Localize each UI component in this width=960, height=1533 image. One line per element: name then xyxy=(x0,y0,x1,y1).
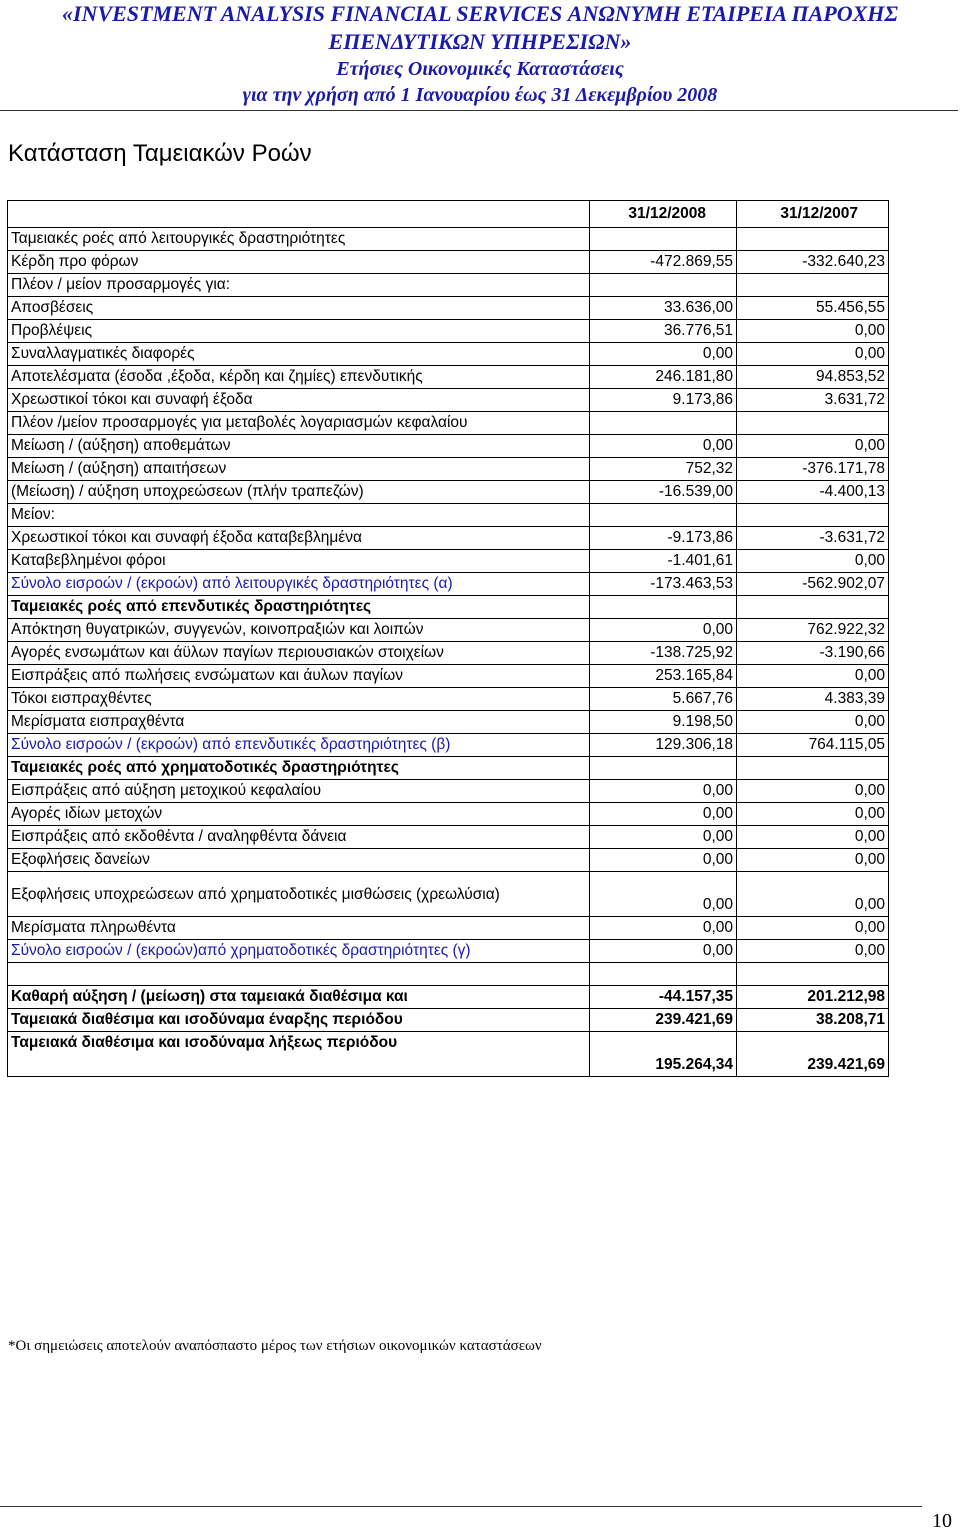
value-2008: -1.401,61 xyxy=(590,550,737,573)
row-label: Συναλλαγματικές διαφορές xyxy=(8,343,590,366)
table-row xyxy=(8,803,889,826)
total-row-net-change xyxy=(8,986,889,1009)
table-row xyxy=(8,849,889,872)
subtotal-row-financing xyxy=(8,940,889,963)
row-label: Μερίσματα πληρωθέντα xyxy=(8,917,590,940)
row-label: Σύνολο εισροών / (εκροών) από λειτουργικές δραστηριότητες (α) xyxy=(8,573,590,596)
value-2008: 0,00 xyxy=(590,343,737,366)
value-2008: 246.181,80 xyxy=(590,366,737,389)
value-2007: 0,00 xyxy=(737,826,889,849)
value-2008: -173.463,53 xyxy=(590,573,737,596)
section-header-row xyxy=(8,757,889,780)
value-2007: -3.631,72 xyxy=(737,527,889,550)
subtotal-row-operating xyxy=(8,573,889,596)
header-statements-title: Ετήσιες Οικονομικές Καταστάσεις xyxy=(336,58,624,80)
value-2008: 129.306,18 xyxy=(590,734,737,757)
row-label: (Μείωση) / αύξηση υποχρεώσεων (πλήν τραπεζών) xyxy=(8,481,590,504)
value-2007: 0,00 xyxy=(737,803,889,826)
value-2007: 764.115,05 xyxy=(737,734,889,757)
row-label: Αγορές ενσωμάτων και άϋλων παγίων περιουσιακών στοιχείων xyxy=(8,642,590,665)
value-2008: 0,00 xyxy=(590,826,737,849)
value-2008: 36.776,51 xyxy=(590,320,737,343)
value-2007: 0,00 xyxy=(737,711,889,734)
value-2007: -4.400,13 xyxy=(737,481,889,504)
header-period: για την χρήση από 1 Ιανουαρίου έως 31 Δεκεμβρίου 2008 xyxy=(242,84,718,106)
value-2007: 0,00 xyxy=(737,343,889,366)
value-2008: 9.198,50 xyxy=(590,711,737,734)
table-row xyxy=(8,458,889,481)
value-2008 xyxy=(590,228,737,251)
row-label xyxy=(8,963,590,986)
cash-flow-table xyxy=(7,200,889,1077)
row-label: Σύνολο εισροών / (εκροών)από χρηματοδοτικές δραστηριότητες (γ) xyxy=(8,940,590,963)
value-2008: 239.421,69 xyxy=(590,1009,737,1032)
row-label: Εισπράξεις από εκδοθέντα / αναληφθέντα δάνεια xyxy=(8,826,590,849)
header-cell-label xyxy=(8,201,590,228)
spacer-row xyxy=(8,963,889,986)
row-label: Καταβεβλημένοι φόροι xyxy=(8,550,590,573)
value-2007: 0,00 xyxy=(737,940,889,963)
row-label: Εξοφλήσεις υποχρεώσεων από χρηματοδοτικές μισθώσεις (χρεωλύσια) xyxy=(8,872,590,917)
table-row xyxy=(8,826,889,849)
value-2008: -138.725,92 xyxy=(590,642,737,665)
footer-rule xyxy=(0,1506,922,1507)
value-2008 xyxy=(590,504,737,527)
row-label: Κέρδη προ φόρων xyxy=(8,251,590,274)
value-2008: 0,00 xyxy=(590,619,737,642)
row-label: Μείον: xyxy=(8,504,590,527)
value-2007: 3.631,72 xyxy=(737,389,889,412)
value-2008: 0,00 xyxy=(590,780,737,803)
value-2008: 0,00 xyxy=(590,940,737,963)
row-label: Ταμειακά διαθέσιμα και ισοδύναμα έναρξης περιόδου xyxy=(8,1009,590,1032)
table-row xyxy=(8,527,889,550)
value-2008: -44.157,35 xyxy=(590,986,737,1009)
value-2008 xyxy=(590,412,737,435)
value-2007: 0,00 xyxy=(737,550,889,573)
value-2007: 0,00 xyxy=(737,849,889,872)
row-label: Πλέον / μείον προσαρμογές για: xyxy=(8,274,590,297)
value-2007: 239.421,69 xyxy=(737,1032,889,1077)
table-row xyxy=(8,251,889,274)
value-2007: 762.922,32 xyxy=(737,619,889,642)
value-2007: 4.383,39 xyxy=(737,688,889,711)
value-2007 xyxy=(737,963,889,986)
row-label: Μείωση / (αύξηση) αποθεμάτων xyxy=(8,435,590,458)
value-2008 xyxy=(590,963,737,986)
value-2008 xyxy=(590,757,737,780)
value-2008: 0,00 xyxy=(590,803,737,826)
column-header-2007: 31/12/2007 xyxy=(737,201,889,228)
row-label: Σύνολο εισροών / (εκροών) από επενδυτικές δραστηριότητες (β) xyxy=(8,734,590,757)
table-row xyxy=(8,343,889,366)
value-2007: 0,00 xyxy=(737,435,889,458)
section-header-row xyxy=(8,596,889,619)
table-row xyxy=(8,274,889,297)
subtotal-row-investing xyxy=(8,734,889,757)
value-2008: 0,00 xyxy=(590,849,737,872)
table-row xyxy=(8,320,889,343)
value-2008: 0,00 xyxy=(590,917,737,940)
row-label: Εισπράξεις από αύξηση μετοχικού κεφαλαίου xyxy=(8,780,590,803)
value-2008: -9.173,86 xyxy=(590,527,737,550)
row-label: Χρεωστικοί τόκοι και συναφή έξοδα καταβεβλημένα xyxy=(8,527,590,550)
value-2007: 0,00 xyxy=(737,780,889,803)
value-2007 xyxy=(737,412,889,435)
value-2007: 55.456,55 xyxy=(737,297,889,320)
table-row xyxy=(8,665,889,688)
table-row xyxy=(8,711,889,734)
row-label: Αγορές ιδίων μετοχών xyxy=(8,803,590,826)
value-2007 xyxy=(737,757,889,780)
value-2007: 0,00 xyxy=(737,665,889,688)
row-label: Πλέον /μείον προσαρμογές για μεταβολές λογαριασμών κεφαλαίου xyxy=(8,412,590,435)
header-company-line1: «INVESTMENT ANALYSIS FINANCIAL SERVICES ΑΝΩΝΥΜΗ ΕΤΑΙΡΕΙΑ ΠΑΡΟΧΗΣ xyxy=(62,1,898,26)
row-label: Προβλέψεις xyxy=(8,320,590,343)
value-2008: -472.869,55 xyxy=(590,251,737,274)
table-row xyxy=(8,389,889,412)
value-2007: -562.902,07 xyxy=(737,573,889,596)
row-label: Εξοφλήσεις δανείων xyxy=(8,849,590,872)
table-row xyxy=(8,228,889,251)
footnote: *Οι σημειώσεις αποτελούν αναπόσπαστο μέρος των ετήσιων οικονομικών καταστάσεων xyxy=(8,1338,542,1354)
row-label: Ταμειακά διαθέσιμα και ισοδύναμα λήξεως περιόδου xyxy=(8,1032,590,1077)
row-label: Απόκτηση θυγατρικών, συγγενών, κοινοπραξιών και λοιπών xyxy=(8,619,590,642)
table-row xyxy=(8,642,889,665)
row-label: Μερίσματα εισπραχθέντα xyxy=(8,711,590,734)
value-2007: -3.190,66 xyxy=(737,642,889,665)
value-2008: 195.264,34 xyxy=(590,1032,737,1077)
table-row xyxy=(8,688,889,711)
header-company-line2: ΕΠΕΝΔΥΤΙΚΩΝ ΥΠΗΡΕΣΙΩΝ» xyxy=(328,29,632,54)
value-2007 xyxy=(737,274,889,297)
value-2007: 0,00 xyxy=(737,917,889,940)
value-2007: 201.212,98 xyxy=(737,986,889,1009)
row-label: Καθαρή αύξηση / (μείωση) στα ταμειακά διαθέσιμα και xyxy=(8,986,590,1009)
row-label: Εισπράξεις από πωλήσεις ενσώματων και άυλων παγίων xyxy=(8,665,590,688)
table-row xyxy=(8,366,889,389)
table-row xyxy=(8,917,889,940)
table-row xyxy=(8,297,889,320)
table-row xyxy=(8,412,889,435)
value-2008: -16.539,00 xyxy=(590,481,737,504)
row-label: Τόκοι εισπραχθέντες xyxy=(8,688,590,711)
value-2007: 38.208,71 xyxy=(737,1009,889,1032)
value-2008: 33.636,00 xyxy=(590,297,737,320)
total-row-opening-cash xyxy=(8,1009,889,1032)
row-label: Ταμειακές ροές από επενδυτικές δραστηριότητες xyxy=(8,596,590,619)
page-number: 10 xyxy=(932,1510,952,1532)
value-2008: 752,32 xyxy=(590,458,737,481)
table-header-row xyxy=(8,201,889,228)
table-row xyxy=(8,481,889,504)
value-2008: 253.165,84 xyxy=(590,665,737,688)
row-label: Χρεωστικοί τόκοι και συναφή έξοδα xyxy=(8,389,590,412)
value-2007: -332.640,23 xyxy=(737,251,889,274)
value-2008: 9.173,86 xyxy=(590,389,737,412)
column-header-2008: 31/12/2008 xyxy=(590,201,737,228)
row-label: Ταμειακές ροές από λειτουργικές δραστηριότητες xyxy=(8,228,590,251)
row-label: Ταμειακές ροές από χρηματοδοτικές δραστηριότητες xyxy=(8,757,590,780)
page-title: Κατάσταση Ταμειακών Ροών xyxy=(8,140,312,167)
value-2007 xyxy=(737,228,889,251)
row-label: Αποσβέσεις xyxy=(8,297,590,320)
value-2008: 0,00 xyxy=(590,435,737,458)
total-row-closing-cash xyxy=(8,1032,889,1077)
value-2008 xyxy=(590,274,737,297)
value-2008: 5.667,76 xyxy=(590,688,737,711)
value-2007: 94.853,52 xyxy=(737,366,889,389)
value-2007: 0,00 xyxy=(737,872,889,917)
value-2008: 0,00 xyxy=(590,872,737,917)
value-2007 xyxy=(737,596,889,619)
value-2007: 0,00 xyxy=(737,320,889,343)
table-row xyxy=(8,504,889,527)
row-label: Αποτελέσματα (έσοδα ,έξοδα, κέρδη και ζημίες) επενδυτικής xyxy=(8,366,590,389)
header-rule xyxy=(0,110,958,111)
value-2007 xyxy=(737,504,889,527)
table-row xyxy=(8,619,889,642)
table-row xyxy=(8,780,889,803)
value-2007: -376.171,78 xyxy=(737,458,889,481)
table-row xyxy=(8,435,889,458)
row-label: Μείωση / (αύξηση) απαιτήσεων xyxy=(8,458,590,481)
table-row xyxy=(8,550,889,573)
value-2008 xyxy=(590,596,737,619)
table-row xyxy=(8,872,889,917)
